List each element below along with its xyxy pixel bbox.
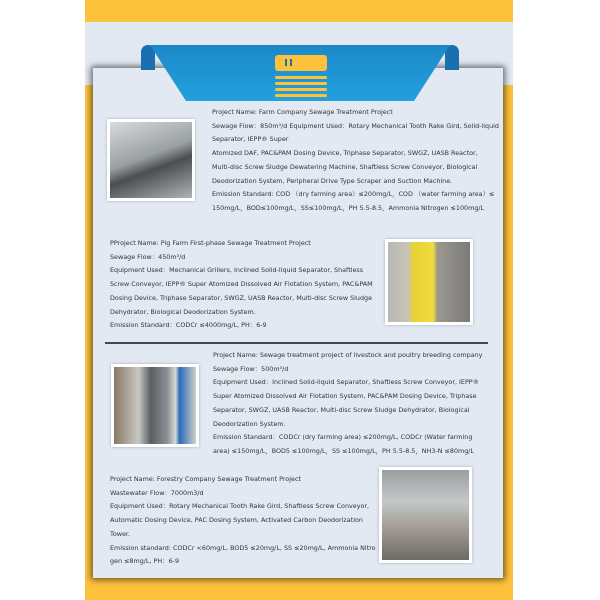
project-text-line: Emission Standard: COD （dry farming area）≤200mg/L，COD （water farming area）≤ (212, 190, 495, 199)
document-icon-line (275, 76, 327, 79)
project-text-line: Emission standard: CODCr <60mg/L, BOD5 ≤20mg/L, SS ≤20mg/L, Ammonia Nitro (110, 543, 376, 552)
project-text-line: Separator, IEPP® Super (212, 135, 289, 144)
project-photo-livestock (111, 364, 199, 447)
project-text-line: Sewage Flow：500m³/d (213, 364, 289, 373)
document-icon-line (275, 82, 327, 85)
project-photo-forestry (379, 467, 472, 563)
document-icon (275, 55, 327, 71)
project-photo-farm (107, 119, 195, 201)
project-text-line: Dosing Device, Triphase Separator, SWGZ, UASB Reactor, Multi-disc Screw Sludge (110, 293, 373, 302)
project-forestry-text (110, 473, 376, 569)
project-text-line: Sewage Flow：850m³/d Equipment Used：Rotary Mechanical Tooth Rake Gird, Solid-liquid (212, 121, 499, 130)
project-text-line: Deodorization System. (213, 419, 286, 428)
document-icon-line (275, 88, 327, 91)
project-text-line: Multi-disc Screw Sludge Dewatering Machine, Shaftless Screw Conveyor, Biological (212, 162, 478, 171)
project-pig-farm-text (110, 237, 373, 333)
project-text-line: Emission Standard：CODCr ≤4000mg/L, PH：6-9 (110, 321, 267, 330)
project-text-line: Project Name: Sewage treatment project of livestock and poultry breeding company (213, 351, 483, 359)
project-text-line: Tower. (110, 529, 130, 538)
project-text-line: Screw Conveyor, IEPP® Super Atomized Dissolved Air Flotation System, PAC&PAM (110, 280, 373, 289)
project-text-line: Equipment Used：Mechanical Grillers, Inclined Solid-liquid Separator, Shaftless (110, 266, 364, 275)
header-ribbon (150, 45, 450, 101)
project-text-line: Dehydrator, Biological Deodorization System. (110, 307, 256, 316)
project-text-line: Emission Standard：CODCr (dry farming area) ≤200mg/L, CODCr (Water farming (213, 433, 473, 442)
project-text-line: Sewage Flow：450m³/d (110, 252, 186, 261)
project-text-line: Project Name: Farm Company Sewage Treatment Project (212, 108, 393, 116)
project-text-line: Equipment Used：Rotary Mechanical Tooth Rake Gird, Shaftless Screw Conveyor, (110, 502, 370, 511)
project-text-line: Atomized DAF, PAC&PAM Dosing Device, Triphase Separator, SWGZ, UASB Reactor, (212, 149, 478, 158)
project-text-line: PProject Name: Pig Farm First-phase Sewage Treatment Project (110, 239, 311, 247)
project-text-line: Separator, SWGZ, UASB Reactor, Multi-disc Screw Sludge Dehydrator, Biological (213, 405, 470, 414)
project-text-line: 150mg/L，BOD≤100mg/L，SS≤100mg/L，PH 5.5-8.5，Ammonia Nitrogen ≤100mg/L (212, 203, 485, 212)
project-text-line: gen ≤8mg/L, PH：6-9 (110, 557, 180, 566)
project-farm-text (212, 106, 499, 216)
document-icon-line (275, 94, 327, 97)
project-text-line: Super Atomized Dissolved Air Flotation System, PAC&PAM Dosing Device, Triphase (213, 392, 477, 401)
project-text-line: Project Name: Forestry Company Sewage Treatment Project (110, 475, 301, 483)
project-text-line: Automatic Dosing Device, PAC Dosing System, Activated Carbon Deodorization (110, 516, 363, 525)
project-photo-pig-farm (385, 239, 473, 325)
project-text-line: area) ≤150mg/L，BOD5 ≤100mg/L，SS ≤100mg/L，PH 5.5-8.5，NH3-N ≤80mg/L (213, 446, 475, 455)
project-text-line: Equipment Used：Inclined Solid-liquid Separator, Shaftless Screw Conveyor, IEPP® (213, 378, 480, 387)
section-divider (105, 342, 488, 344)
project-text-line: Wastewater Flow：7000m3/d (110, 488, 204, 497)
project-livestock-text (213, 349, 482, 459)
project-text-line: Deodorization System, Peripheral Drive Type Scraper and Suction Machine. (212, 176, 453, 185)
